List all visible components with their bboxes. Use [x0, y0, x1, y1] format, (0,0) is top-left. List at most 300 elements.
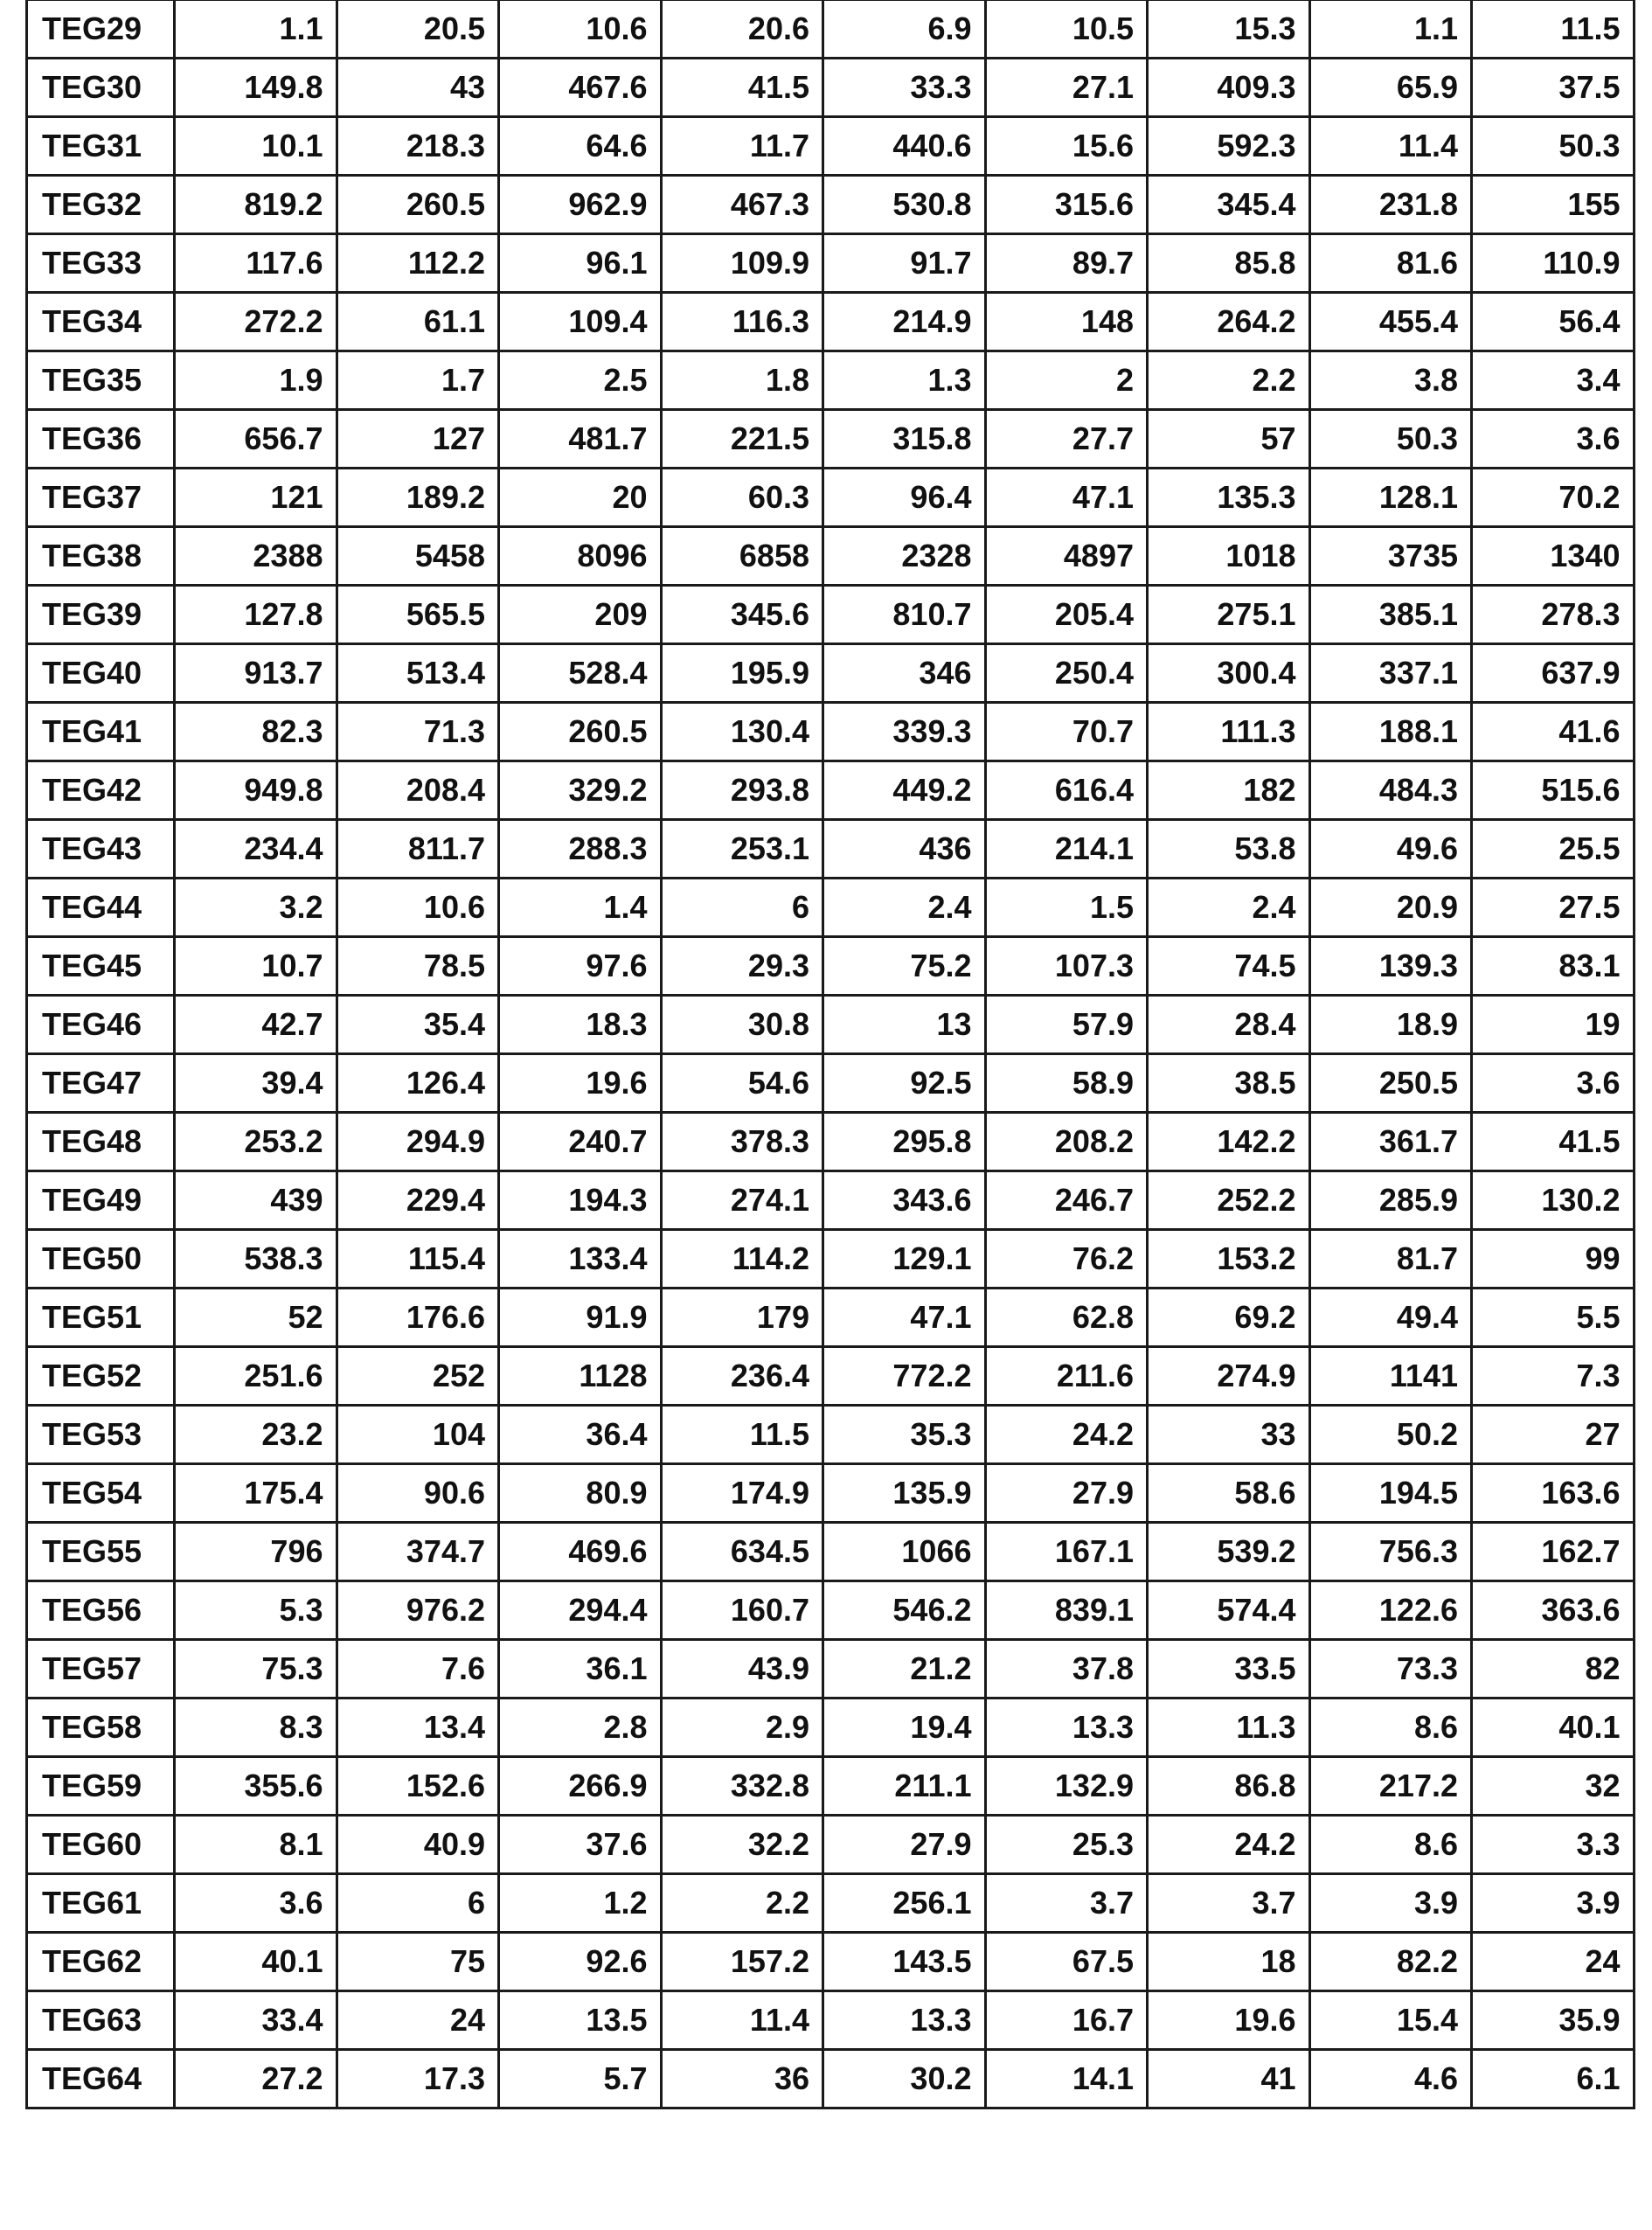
row-label: TEG42 [27, 761, 175, 820]
table-cell: 41.5 [1472, 1113, 1635, 1171]
table-cell: 122.6 [1309, 1581, 1472, 1640]
table-cell: 40.9 [337, 1816, 499, 1874]
table-cell: 37.8 [985, 1640, 1148, 1699]
table-cell: 117.6 [175, 234, 337, 293]
row-label: TEG59 [27, 1757, 175, 1816]
table-cell: 332.8 [661, 1757, 823, 1816]
table-row [27, 586, 1635, 644]
table-cell: 11.3 [1148, 1699, 1310, 1757]
table-cell: 60.3 [661, 469, 823, 527]
table-cell: 355.6 [175, 1757, 337, 1816]
table-cell: 2.8 [499, 1699, 662, 1757]
table-cell: 8.6 [1309, 1816, 1472, 1874]
row-label: TEG52 [27, 1347, 175, 1406]
table-cell: 33.3 [823, 59, 986, 117]
row-label: TEG58 [27, 1699, 175, 1757]
table-cell: 5.7 [499, 2050, 662, 2108]
table-cell: 96.1 [499, 234, 662, 293]
table-cell: 42.7 [175, 996, 337, 1054]
table-cell: 221.5 [661, 410, 823, 469]
table-cell: 32.2 [661, 1816, 823, 1874]
table-row [27, 1230, 1635, 1289]
table-cell: 1.8 [661, 351, 823, 410]
table-cell: 41.6 [1472, 703, 1635, 761]
table-cell: 83.1 [1472, 937, 1635, 996]
table-cell: 1.1 [175, 0, 337, 59]
table-cell: 19.6 [499, 1054, 662, 1113]
table-row [27, 410, 1635, 469]
table-cell: 20.9 [1309, 879, 1472, 937]
table-cell: 260.5 [499, 703, 662, 761]
table-cell: 2.4 [823, 879, 986, 937]
table-cell: 86.8 [1148, 1757, 1310, 1816]
table-cell: 20.6 [661, 0, 823, 59]
table-cell: 246.7 [985, 1171, 1148, 1230]
table-cell: 205.4 [985, 586, 1148, 644]
table-cell: 127 [337, 410, 499, 469]
table-cell: 250.4 [985, 644, 1148, 703]
table-cell: 2 [985, 351, 1148, 410]
table-cell: 50.2 [1309, 1406, 1472, 1464]
table-cell: 439 [175, 1171, 337, 1230]
row-label: TEG63 [27, 1991, 175, 2050]
table-cell: 16.7 [985, 1991, 1148, 2050]
table-cell: 75.3 [175, 1640, 337, 1699]
table-cell: 61.1 [337, 293, 499, 351]
table-cell: 839.1 [985, 1581, 1148, 1640]
table-cell: 337.1 [1309, 644, 1472, 703]
row-label: TEG39 [27, 586, 175, 644]
table-cell: 21.2 [823, 1640, 986, 1699]
table-cell: 409.3 [1148, 59, 1310, 117]
table-cell: 6 [661, 879, 823, 937]
table-cell: 37.5 [1472, 59, 1635, 117]
table-cell: 8096 [499, 527, 662, 586]
table-row [27, 703, 1635, 761]
table-cell: 10.6 [337, 879, 499, 937]
table-cell: 1.9 [175, 351, 337, 410]
table-cell: 949.8 [175, 761, 337, 820]
table-cell: 70.2 [1472, 469, 1635, 527]
table-cell: 229.4 [337, 1171, 499, 1230]
table-cell: 231.8 [1309, 176, 1472, 234]
table-cell: 135.3 [1148, 469, 1310, 527]
table-cell: 160.7 [661, 1581, 823, 1640]
row-label: TEG45 [27, 937, 175, 996]
table-cell: 345.6 [661, 586, 823, 644]
table-cell: 1.5 [985, 879, 1148, 937]
table-cell: 3.6 [1472, 1054, 1635, 1113]
table-cell: 19.6 [1148, 1991, 1310, 2050]
row-label: TEG46 [27, 996, 175, 1054]
table-cell: 24 [1472, 1933, 1635, 1991]
row-label: TEG49 [27, 1171, 175, 1230]
table-cell: 6.9 [823, 0, 986, 59]
table-cell: 6.1 [1472, 2050, 1635, 2108]
row-label: TEG47 [27, 1054, 175, 1113]
table-cell: 189.2 [337, 469, 499, 527]
row-label: TEG48 [27, 1113, 175, 1171]
table-cell: 28.4 [1148, 996, 1310, 1054]
table-cell: 211.1 [823, 1757, 986, 1816]
table-cell: 272.2 [175, 293, 337, 351]
table-cell: 5.3 [175, 1581, 337, 1640]
table-cell: 329.2 [499, 761, 662, 820]
table-cell: 85.8 [1148, 234, 1310, 293]
table-cell: 294.4 [499, 1581, 662, 1640]
table-cell: 218.3 [337, 117, 499, 176]
row-label: TEG33 [27, 234, 175, 293]
table-cell: 82.3 [175, 703, 337, 761]
table-cell: 962.9 [499, 176, 662, 234]
table-cell: 92.5 [823, 1054, 986, 1113]
table-cell: 112.2 [337, 234, 499, 293]
table-cell: 2388 [175, 527, 337, 586]
table-cell: 78.5 [337, 937, 499, 996]
table-cell: 256.1 [823, 1874, 986, 1933]
table-cell: 3735 [1309, 527, 1472, 586]
table-cell: 32 [1472, 1757, 1635, 1816]
table-cell: 81.7 [1309, 1230, 1472, 1289]
table-cell: 75 [337, 1933, 499, 1991]
table-row [27, 879, 1635, 937]
table-cell: 208.2 [985, 1113, 1148, 1171]
table-cell: 110.9 [1472, 234, 1635, 293]
table-cell: 796 [175, 1523, 337, 1581]
table-cell: 264.2 [1148, 293, 1310, 351]
table-cell: 155 [1472, 176, 1635, 234]
table-cell: 515.6 [1472, 761, 1635, 820]
table-cell: 96.4 [823, 469, 986, 527]
table-cell: 274.9 [1148, 1347, 1310, 1406]
table-cell: 3.4 [1472, 351, 1635, 410]
table-cell: 73.3 [1309, 1640, 1472, 1699]
table-cell: 913.7 [175, 644, 337, 703]
table-cell: 252 [337, 1347, 499, 1406]
table-cell: 539.2 [1148, 1523, 1310, 1581]
table-cell: 25.5 [1472, 820, 1635, 879]
table-cell: 50.3 [1472, 117, 1635, 176]
table-cell: 234.4 [175, 820, 337, 879]
table-cell: 143.5 [823, 1933, 986, 1991]
table-cell: 104 [337, 1406, 499, 1464]
table-cell: 1141 [1309, 1347, 1472, 1406]
table-cell: 174.9 [661, 1464, 823, 1523]
table-cell: 295.8 [823, 1113, 986, 1171]
table-cell: 115.4 [337, 1230, 499, 1289]
table-cell: 11.4 [661, 1991, 823, 2050]
table-cell: 47.1 [985, 469, 1148, 527]
table-row [27, 117, 1635, 176]
table-cell: 274.1 [661, 1171, 823, 1230]
row-label: TEG44 [27, 879, 175, 937]
table-row [27, 1464, 1635, 1523]
table-cell: 107.3 [985, 937, 1148, 996]
table-cell: 574.4 [1148, 1581, 1310, 1640]
table-cell: 252.2 [1148, 1171, 1310, 1230]
table-cell: 810.7 [823, 586, 986, 644]
table-cell: 530.8 [823, 176, 986, 234]
table-row [27, 1054, 1635, 1113]
table-row [27, 820, 1635, 879]
table-cell: 194.3 [499, 1171, 662, 1230]
row-label: TEG61 [27, 1874, 175, 1933]
table-cell: 2.4 [1148, 879, 1310, 937]
table-cell: 15.3 [1148, 0, 1310, 59]
table-cell: 3.9 [1309, 1874, 1472, 1933]
row-label: TEG35 [27, 351, 175, 410]
table-cell: 3.2 [175, 879, 337, 937]
table-cell: 27.9 [823, 1816, 986, 1874]
table-cell: 70.7 [985, 703, 1148, 761]
table-cell: 339.3 [823, 703, 986, 761]
table-cell: 1.3 [823, 351, 986, 410]
table-cell: 1018 [1148, 527, 1310, 586]
table-cell: 3.3 [1472, 1816, 1635, 1874]
row-label: TEG53 [27, 1406, 175, 1464]
table-cell: 208.4 [337, 761, 499, 820]
table-cell: 57 [1148, 410, 1310, 469]
table-cell: 91.7 [823, 234, 986, 293]
table-cell: 36 [661, 2050, 823, 2108]
table-cell: 27.1 [985, 59, 1148, 117]
table-cell: 33.5 [1148, 1640, 1310, 1699]
table-row [27, 1289, 1635, 1347]
table-cell: 4897 [985, 527, 1148, 586]
table-row [27, 351, 1635, 410]
table-cell: 345.4 [1148, 176, 1310, 234]
table-cell: 18.9 [1309, 996, 1472, 1054]
table-cell: 33.4 [175, 1991, 337, 2050]
table-cell: 91.9 [499, 1289, 662, 1347]
table-cell: 374.7 [337, 1523, 499, 1581]
table-cell: 179 [661, 1289, 823, 1347]
table-cell: 27.2 [175, 2050, 337, 2108]
table-cell: 592.3 [1148, 117, 1310, 176]
table-cell: 167.1 [985, 1523, 1148, 1581]
table-row [27, 234, 1635, 293]
table-cell: 135.9 [823, 1464, 986, 1523]
table-cell: 99 [1472, 1230, 1635, 1289]
table-cell: 214.1 [985, 820, 1148, 879]
table-cell: 20 [499, 469, 662, 527]
table-cell: 30.8 [661, 996, 823, 1054]
table-cell: 11.4 [1309, 117, 1472, 176]
table-cell: 23.2 [175, 1406, 337, 1464]
table-cell: 1.1 [1309, 0, 1472, 59]
table-cell: 2.5 [499, 351, 662, 410]
table-row [27, 59, 1635, 117]
table-body [27, 0, 1635, 2108]
table-cell: 97.6 [499, 937, 662, 996]
table-cell: 38.5 [1148, 1054, 1310, 1113]
table-cell: 481.7 [499, 410, 662, 469]
table-cell: 4.6 [1309, 2050, 1472, 2108]
table-cell: 1.7 [337, 351, 499, 410]
table-cell: 15.6 [985, 117, 1148, 176]
table-cell: 385.1 [1309, 586, 1472, 644]
row-label: TEG36 [27, 410, 175, 469]
table-cell: 513.4 [337, 644, 499, 703]
row-label: TEG60 [27, 1816, 175, 1874]
table-cell: 315.8 [823, 410, 986, 469]
table-cell: 58.6 [1148, 1464, 1310, 1523]
table-cell: 153.2 [1148, 1230, 1310, 1289]
table-cell: 361.7 [1309, 1113, 1472, 1171]
table-row [27, 1991, 1635, 2050]
table-cell: 30.2 [823, 2050, 986, 2108]
table-cell: 3.6 [175, 1874, 337, 1933]
table-cell: 209 [499, 586, 662, 644]
table-cell: 616.4 [985, 761, 1148, 820]
table-cell: 3.7 [985, 1874, 1148, 1933]
table-cell: 24.2 [1148, 1816, 1310, 1874]
table-cell: 266.9 [499, 1757, 662, 1816]
row-label: TEG38 [27, 527, 175, 586]
table-cell: 14.1 [985, 2050, 1148, 2108]
table-row [27, 937, 1635, 996]
table-cell: 455.4 [1309, 293, 1472, 351]
table-row [27, 176, 1635, 234]
table-cell: 126.4 [337, 1054, 499, 1113]
table-cell: 3.6 [1472, 410, 1635, 469]
row-label: TEG54 [27, 1464, 175, 1523]
table-cell: 2.2 [661, 1874, 823, 1933]
table-cell: 11.5 [1472, 0, 1635, 59]
table-cell: 1066 [823, 1523, 986, 1581]
table-cell: 20.5 [337, 0, 499, 59]
table-cell: 378.3 [661, 1113, 823, 1171]
table-cell: 92.6 [499, 1933, 662, 1991]
table-cell: 47.1 [823, 1289, 986, 1347]
table-cell: 13.5 [499, 1991, 662, 2050]
table-cell: 116.3 [661, 293, 823, 351]
table-cell: 343.6 [823, 1171, 986, 1230]
table-cell: 41.5 [661, 59, 823, 117]
table-cell: 13.4 [337, 1699, 499, 1757]
table-cell: 315.6 [985, 176, 1148, 234]
table-cell: 35.3 [823, 1406, 986, 1464]
row-label: TEG30 [27, 59, 175, 117]
table-cell: 440.6 [823, 117, 986, 176]
table-cell: 27 [1472, 1406, 1635, 1464]
table-cell: 5458 [337, 527, 499, 586]
table-cell: 41 [1148, 2050, 1310, 2108]
table-row [27, 1699, 1635, 1757]
table-row [27, 527, 1635, 586]
table-cell: 300.4 [1148, 644, 1310, 703]
table-cell: 10.1 [175, 117, 337, 176]
table-cell: 114.2 [661, 1230, 823, 1289]
table-cell: 76.2 [985, 1230, 1148, 1289]
table-cell: 467.6 [499, 59, 662, 117]
table-cell: 976.2 [337, 1581, 499, 1640]
table-cell: 49.4 [1309, 1289, 1472, 1347]
table-cell: 6858 [661, 527, 823, 586]
table-cell: 130.2 [1472, 1171, 1635, 1230]
table-cell: 634.5 [661, 1523, 823, 1581]
table-cell: 214.9 [823, 293, 986, 351]
table-cell: 13 [823, 996, 986, 1054]
table-cell: 148 [985, 293, 1148, 351]
table-cell: 36.1 [499, 1640, 662, 1699]
table-cell: 65.9 [1309, 59, 1472, 117]
table-cell: 253.1 [661, 820, 823, 879]
table-row [27, 996, 1635, 1054]
table-cell: 1128 [499, 1347, 662, 1406]
table-row [27, 0, 1635, 59]
table-cell: 7.3 [1472, 1347, 1635, 1406]
table-cell: 52 [175, 1289, 337, 1347]
table-cell: 250.5 [1309, 1054, 1472, 1113]
table-cell: 182 [1148, 761, 1310, 820]
row-label: TEG40 [27, 644, 175, 703]
table-cell: 58.9 [985, 1054, 1148, 1113]
table-cell: 37.6 [499, 1816, 662, 1874]
table-cell: 538.3 [175, 1230, 337, 1289]
row-label: TEG55 [27, 1523, 175, 1581]
table-cell: 8.1 [175, 1816, 337, 1874]
table-cell: 50.3 [1309, 410, 1472, 469]
table-cell: 1.4 [499, 879, 662, 937]
table-cell: 127.8 [175, 586, 337, 644]
table-cell: 71.3 [337, 703, 499, 761]
table-cell: 11.5 [661, 1406, 823, 1464]
table-cell: 81.6 [1309, 234, 1472, 293]
table-cell: 82.2 [1309, 1933, 1472, 1991]
row-label: TEG43 [27, 820, 175, 879]
table-cell: 109.4 [499, 293, 662, 351]
table-cell: 149.8 [175, 59, 337, 117]
table-cell: 811.7 [337, 820, 499, 879]
table-cell: 294.9 [337, 1113, 499, 1171]
table-cell: 17.3 [337, 2050, 499, 2108]
table-cell: 74.5 [1148, 937, 1310, 996]
table-cell: 6 [337, 1874, 499, 1933]
data-table [25, 0, 1635, 2109]
table-cell: 54.6 [661, 1054, 823, 1113]
table-cell: 132.9 [985, 1757, 1148, 1816]
table-cell: 111.3 [1148, 703, 1310, 761]
table-cell: 285.9 [1309, 1171, 1472, 1230]
row-label: TEG62 [27, 1933, 175, 1991]
table-cell: 67.5 [985, 1933, 1148, 1991]
table-cell: 40.1 [1472, 1699, 1635, 1757]
table-cell: 484.3 [1309, 761, 1472, 820]
table-cell: 363.6 [1472, 1581, 1635, 1640]
table-cell: 133.4 [499, 1230, 662, 1289]
table-cell: 469.6 [499, 1523, 662, 1581]
table-cell: 25.3 [985, 1816, 1148, 1874]
table-row [27, 1874, 1635, 1933]
row-label: TEG37 [27, 469, 175, 527]
table-cell: 240.7 [499, 1113, 662, 1171]
table-cell: 62.8 [985, 1289, 1148, 1347]
table-cell: 69.2 [1148, 1289, 1310, 1347]
table-cell: 57.9 [985, 996, 1148, 1054]
table-row [27, 293, 1635, 351]
table-cell: 3.7 [1148, 1874, 1310, 1933]
table-cell: 15.4 [1309, 1991, 1472, 2050]
table-cell: 33 [1148, 1406, 1310, 1464]
table-cell: 5.5 [1472, 1289, 1635, 1347]
table-cell: 157.2 [661, 1933, 823, 1991]
row-label: TEG41 [27, 703, 175, 761]
table-cell: 2.2 [1148, 351, 1310, 410]
table-cell: 176.6 [337, 1289, 499, 1347]
table-row [27, 1933, 1635, 1991]
table-row [27, 1523, 1635, 1581]
